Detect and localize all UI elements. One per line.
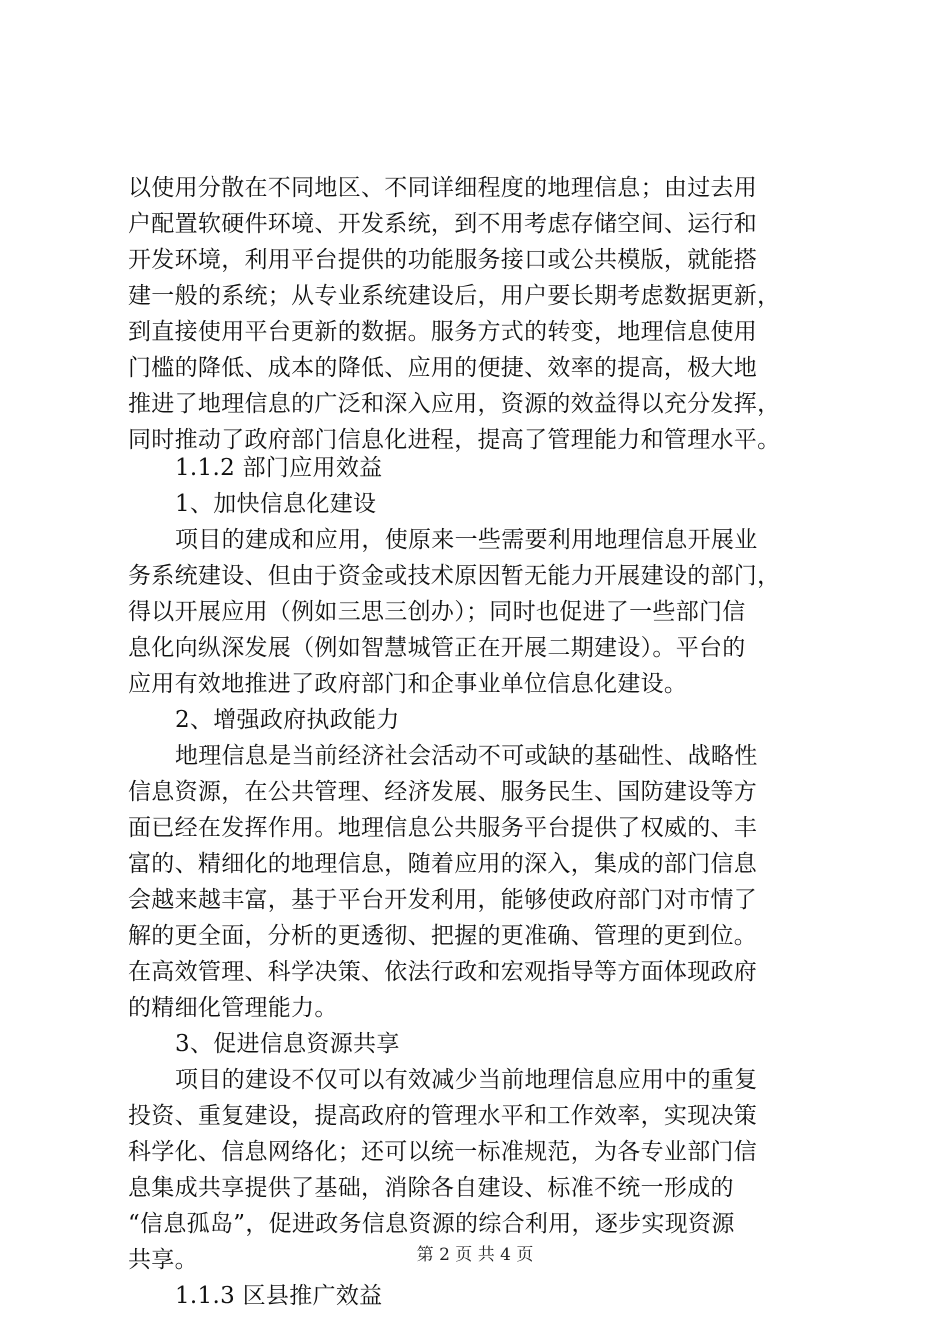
paragraph-line: 息集成共享提供了基础，消除各自建设、标准不统一形成的 bbox=[128, 1175, 734, 1201]
paragraph-line: 得以开展应用（例如三思三创办）；同时也促进了一些部门信 bbox=[128, 599, 746, 625]
paragraph-line: 地理信息是当前经济社会活动不可或缺的基础性、战略性 bbox=[175, 743, 758, 769]
paragraph-line: 信息资源，在公共管理、经济发展、服务民生、国防建设等方 bbox=[128, 779, 758, 805]
item-title: 2、增强政府执政能力 bbox=[175, 707, 400, 733]
paragraph-line: 项目的建成和应用，使原来一些需要利用地理信息开展业 bbox=[175, 527, 758, 553]
paragraph-line: 务系统建设、但由于资金或技术原因暂无能力开展建设的部门， bbox=[128, 563, 781, 589]
paragraph-line: 投资、重复建设，提高政府的管理水平和工作效率，实现决策 bbox=[128, 1103, 758, 1129]
paragraph-line: 推进了地理信息的广泛和深入应用，资源的效益得以充分发挥， bbox=[128, 391, 781, 417]
section-1-1-2 bbox=[128, 450, 828, 1314]
paragraph-line: 会越来越丰富，基于平台开发利用，能够使政府部门对市情了 bbox=[128, 887, 758, 913]
paragraph-line: 项目的建设不仅可以有效减少当前地理信息应用中的重复 bbox=[175, 1067, 758, 1093]
paragraph-line: 以使用分散在不同地区、不同详细程度的地理信息；由过去用 bbox=[128, 175, 758, 201]
paragraph-line: 在高效管理、科学决策、依法行政和宏观指导等方面体现政府 bbox=[128, 959, 758, 985]
paragraph-line: “信息孤岛”，促进政务信息资源的综合利用，逐步实现资源 bbox=[128, 1211, 735, 1237]
paragraph-line: 门槛的降低、成本的降低、应用的便捷、效率的提高，极大地 bbox=[128, 355, 758, 381]
item-title: 3、促进信息资源共享 bbox=[175, 1031, 400, 1057]
paragraph-line: 息化向纵深发展（例如智慧城管正在开展二期建设）。平台的 bbox=[128, 635, 746, 661]
item-title: 1、加快信息化建设 bbox=[175, 491, 377, 517]
paragraph-line: 开发环境，利用平台提供的功能服务接口或公共模版，就能搭 bbox=[128, 247, 758, 273]
paragraph-line: 同时推动了政府部门信息化进程，提高了管理能力和管理水平。 bbox=[128, 427, 781, 453]
section-heading: 1.1.2 部门应用效益 bbox=[175, 455, 383, 481]
paragraph-line: 解的更全面，分析的更透彻、把握的更准确、管理的更到位。 bbox=[128, 923, 758, 949]
paragraph-line: 到直接使用平台更新的数据。服务方式的转变，地理信息使用 bbox=[128, 319, 758, 345]
paragraph-line: 户配置软硬件环境、开发系统，到不用考虑存储空间、运行和 bbox=[128, 211, 758, 237]
intro-paragraph bbox=[128, 170, 828, 458]
paragraph-line: 富的、精细化的地理信息，随着应用的深入，集成的部门信息 bbox=[128, 851, 758, 877]
paragraph-line: 面已经在发挥作用。地理信息公共服务平台提供了权威的、丰 bbox=[128, 815, 758, 841]
paragraph-line: 共享。 bbox=[128, 1247, 198, 1273]
paragraph-line: 的精细化管理能力。 bbox=[128, 995, 338, 1021]
section-heading: 1.1.3 区县推广效益 bbox=[175, 1283, 383, 1309]
paragraph-line: 建一般的系统；从专业系统建设后，用户要长期考虑数据更新， bbox=[128, 283, 781, 309]
paragraph-line: 应用有效地推进了政府部门和企事业单位信息化建设。 bbox=[128, 671, 688, 697]
page-number-footer: 第 2 页 共 4 页 bbox=[416, 1245, 534, 1265]
paragraph-line: 科学化、信息网络化；还可以统一标准规范，为各专业部门信 bbox=[128, 1139, 758, 1165]
